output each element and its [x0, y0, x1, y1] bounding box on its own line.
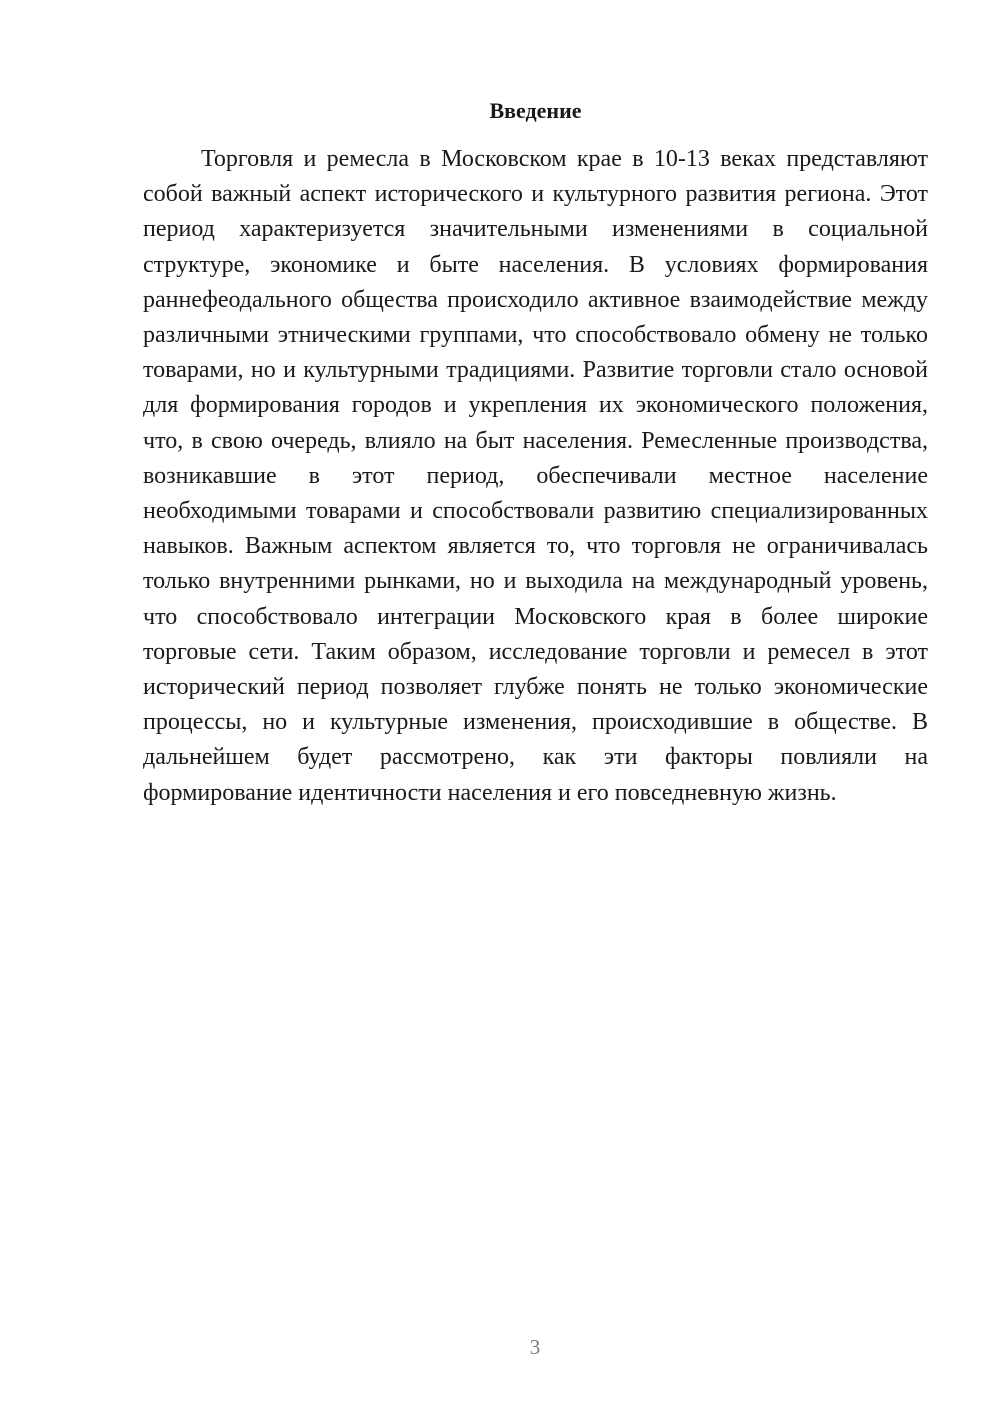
page-number: 3 [529, 1335, 541, 1359]
body-paragraph: Торговля и ремесла в Московском крае в 10-13 веках представляют собой важный аспект исторического и культурного развития региона. Этот период характеризуется значительными изменениями в социальной структуре, экономике и быте населения. В условиях формирования раннефеодального общества происходило активное взаимодействие между различными этническими группами, что способствовало обмену не только товарами, но и культурными традициями. Развитие торговли стало основой для формирования городов и укрепления их экономического положения, что, в свою очередь, влияло на быт населения. Ремесленные производства, возникавшие в этот период, обеспечивали местное население необходимыми товарами и способствовали развитию специализированных навыков. Важным аспектом является то, что торговля не ограничивалась только внутренними рынками, но и выходила на международный уровень, что способствовало интеграции Московского края в более широкие торговые сети. Таким образом, исследование торговли и ремесел в этот исторический период позволяет глубже понять не только экономические процессы, но и культурные изменения, происходившие в обществе. В дальнейшем будет рассмотрено, как эти факторы повлияли на формирование идентичности населения и его повседневную жизнь. [143, 146, 928, 806]
section-heading: Введение [489, 98, 582, 123]
